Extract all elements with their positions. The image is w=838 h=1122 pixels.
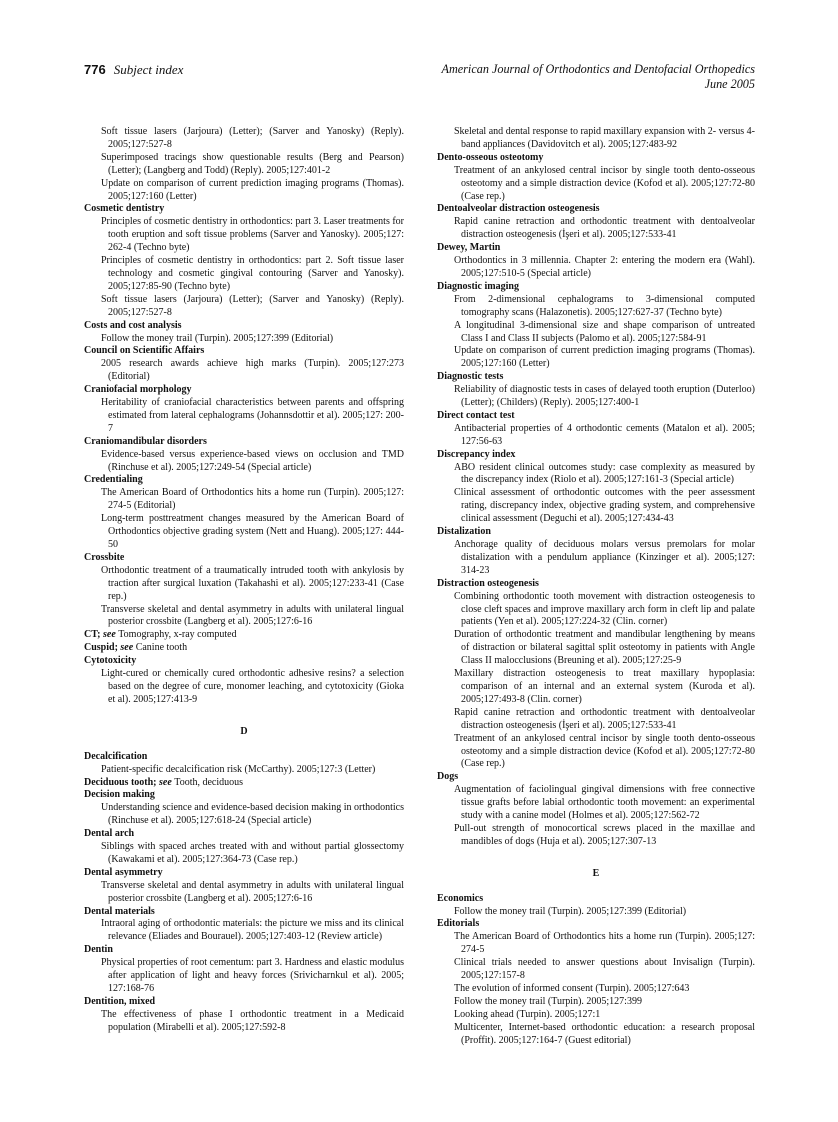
index-heading: Cosmetic dentistry	[84, 203, 165, 215]
index-entry: Multicenter, Internet-based orthodontic education: a research proposal (Proffit). 2005;127:164-7 (Guest editorial)	[454, 1021, 755, 1046]
index-entry: The effectiveness of phase I orthodontic treatment in a Medicaid population (Mirabelli et al). 2005;127:592-8	[101, 1008, 404, 1033]
issue-date: June 2005	[704, 77, 755, 91]
index-heading: Crossbite	[84, 551, 125, 563]
index-entry: A longitudinal 3-dimensional size and shape comparison of untreated Class I and Class II subjects (Palomo et al). 2005;127:584-91	[454, 319, 755, 344]
index-heading: Dogs	[437, 771, 459, 783]
see-word: see	[102, 629, 116, 641]
index-entry: Looking ahead (Turpin). 2005;127:1	[454, 1008, 601, 1020]
index-entry: Pull-out strength of monocortical screws placed in the maxillae and mandibles of dogs (Huja et al). 2005;127:307-13	[454, 822, 755, 847]
index-entry: Principles of cosmetic dentistry in orthodontics: part 2. Soft tissue laser technology and cosmetic gingival contouring (Sarver and Yanosky). 2005;127:85-90 (Techno byte)	[101, 255, 404, 292]
index-entry: Follow the money trail (Turpin). 2005;127:399	[454, 995, 642, 1007]
index-entry: Intraoral aging of orthodontic materials: the picture we miss and its clinical relevance (Eliades and Bourauel). 2005;127:403-12 (Review article)	[101, 918, 404, 943]
index-entry: Orthodontics in 3 millennia. Chapter 2: entering the modern era (Wahl). 2005;127:510-5 (Special article)	[454, 255, 755, 279]
index-entry: Duration of orthodontic treatment and mandibular lengthening by means of distraction or bilateral sagittal split osteotomy in patients with Angle Class II malocclusions (Breuning et al). 2005;127:25-9	[454, 629, 755, 667]
index-column-right	[437, 126, 755, 1048]
index-entry: Transverse skeletal and dental asymmetry in adults with unilateral lingual posterior crossbite (Langberg et al). 2005;127:6-16	[101, 879, 404, 904]
index-entry: Update on comparison of current prediction imaging programs (Thomas). 2005;127:160 (Letter)	[101, 177, 404, 202]
running-header-right	[442, 62, 755, 92]
see-word: see	[159, 776, 172, 788]
index-entry: Light-cured or chemically cured orthodontic adhesive resins? a selection based on the degree of cure, monomer leaching, and cytotoxicity (Gioka et al). 2005;127:413-9	[101, 668, 404, 705]
index-heading: Council on Scientific Affairs	[84, 345, 205, 357]
see-term: Cuspid;	[84, 642, 118, 654]
index-entry: Treatment of an ankylosed central incisor by single tooth dento-osseous osteotomy and a simple distraction device (Kofod et al). 2005;127:72-80 (Case rep.)	[454, 164, 755, 202]
index-heading: Decalcification	[84, 750, 148, 762]
index-heading: Distraction osteogenesis	[437, 577, 539, 589]
see-target: Canine tooth	[135, 642, 188, 654]
index-entry: Follow the money trail (Turpin). 2005;127:399 (Editorial)	[454, 905, 687, 917]
index-heading: Craniomandibular disorders	[84, 435, 207, 447]
index-entry: ABO resident clinical outcomes study: case complexity as measured by the discrepancy index (Riolo et al). 2005;127:161-3 (Special article)	[454, 461, 755, 486]
index-entry: Rapid canine retraction and orthodontic treatment with dentoalveolar distraction osteogenesis (İşeri et al). 2005;127:533-41	[454, 216, 755, 241]
index-entry: Superimposed tracings show questionable results (Berg and Pearson) (Letter); (Langberg and Todd) (Reply). 2005;127:401-2	[101, 151, 404, 176]
index-column-left	[84, 126, 404, 1035]
index-entry: Combining orthodontic tooth movement with distraction osteogenesis to close cleft spaces and improve maxillary arch form in cleft lip and palate patients (Yen et al). 2005;127:224-32 (Clin. corner)	[454, 590, 755, 628]
index-entry: Reliability of diagnostic tests in cases of delayed tooth eruption (Duterloo) (Letter); (Childers) (Reply). 2005;127:400-1	[454, 384, 755, 409]
index-cross-reference	[84, 642, 404, 655]
index-heading: Dewey, Martin	[437, 242, 501, 254]
index-heading: Costs and cost analysis	[84, 319, 182, 331]
index-heading: Dento-osseous osteotomy	[437, 151, 544, 163]
index-heading: Distalization	[437, 526, 491, 538]
index-heading: Dental asymmetry	[84, 866, 163, 878]
index-entry: Treatment of an ankylosed central incisor by single tooth dento-osseous osteotomy and a simple distraction device (Kofod et al). 2005;127:72-80 (Case rep.)	[454, 732, 755, 770]
index-entry: Anchorage quality of deciduous molars versus premolars for molar distalization with a pendulum appliance (Kinzinger et al). 2005;127: 314-23	[454, 539, 755, 576]
index-heading: Diagnostic imaging	[437, 280, 519, 292]
index-entry: The evolution of informed consent (Turpin). 2005;127:643	[454, 983, 690, 994]
index-heading: Craniofacial morphology	[84, 384, 192, 396]
index-entry: The American Board of Orthodontics hits a home run (Turpin). 2005;127: 274-5 (Editorial)	[101, 487, 404, 512]
index-heading: Cytotoxicity	[84, 655, 137, 667]
index-cross-reference	[84, 629, 404, 642]
index-entry: Soft tissue lasers (Jarjoura) (Letter); (Sarver and Yanosky) (Reply). 2005;127:527-8	[101, 293, 404, 318]
index-heading: Discrepancy index	[437, 448, 516, 460]
see-word: see	[120, 642, 134, 654]
index-entry: Maxillary distraction osteogenesis to treat maxillary hypoplasia: comparison of an internal and an external system (Kuroda et al). 2005;127:493-8 (Clin. corner)	[454, 668, 755, 705]
index-heading: Dentition, mixed	[84, 995, 156, 1007]
index-entry: Evidence-based versus experience-based views on occlusion and TMD (Rinchuse et al). 2005;127:249-54 (Special article)	[101, 448, 404, 473]
running-header-left	[84, 62, 183, 78]
index-heading: Editorials	[437, 918, 480, 930]
index-entry: 2005 research awards achieve high marks (Turpin). 2005;127:273 (Editorial)	[101, 358, 404, 383]
index-heading: Dentoalveolar distraction osteogenesis	[437, 203, 600, 215]
see-term: CT;	[84, 629, 101, 641]
index-entry: Antibacterial properties of 4 orthodontic cements (Matalon et al). 2005; 127:56-63	[454, 422, 755, 447]
index-entry: Orthodontic treatment of a traumatically intruded tooth with ankylosis by traction after surgical luxation (Takahashi et al). 2005;127:233-41 (Case rep.)	[101, 564, 404, 602]
index-heading: Direct contact test	[437, 409, 515, 421]
index-entry: Update on comparison of current prediction imaging programs (Thomas). 2005;127:160 (Letter)	[454, 345, 755, 370]
index-entry: Skeletal and dental response to rapid maxillary expansion with 2- versus 4-band appliances (Davidovitch et al). 2005;127:483-92	[454, 126, 755, 150]
index-entry: The American Board of Orthodontics hits a home run (Turpin). 2005;127: 274-5	[454, 931, 755, 956]
index-entry: Follow the money trail (Turpin). 2005;127:399 (Editorial)	[101, 332, 334, 344]
index-entry: Principles of cosmetic dentistry in orthodontics: part 3. Laser treatments for tooth eruption and soft tissue problems (Sarver and Yanosky). 2005;127: 262-4 (Techno byte)	[101, 216, 404, 254]
index-heading: Economics	[437, 892, 484, 904]
see-target: Tomography, x-ray computed	[118, 629, 237, 641]
index-entry: Physical properties of root cementum: part 3. Hardness and elastic modulus after application of light and heavy forces (Srivicharnkul et al). 2005; 127:168-76	[101, 957, 404, 994]
index-cross-reference	[84, 777, 404, 790]
index-entry: Long-term posttreatment changes measured by the American Board of Orthodontics objective grading system (Nett and Huang). 2005;127: 444-50	[101, 513, 404, 550]
index-entry: Soft tissue lasers (Jarjoura) (Letter); (Sarver and Yanosky) (Reply). 2005;127:527-8	[101, 126, 404, 150]
see-target: Tooth, deciduous	[174, 776, 244, 788]
index-entry: Augmentation of faciolingual gingival dimensions with free connective tissue grafts before labial orthodontic tooth movement: an experimental study with a canine model (Holmes et al). 2005;127:562-72	[454, 784, 755, 822]
journal-title: American Journal of Orthodontics and Dentofacial Orthopedics	[441, 62, 755, 76]
index-heading: Diagnostic tests	[437, 371, 504, 383]
section-letter: D	[240, 725, 248, 737]
index-entry: Clinical assessment of orthodontic outcomes with the peer assessment rating, discrepancy index, objective grading system, and comprehensive clinical assessment (Deguchi et al). 2005;127:434-43	[454, 487, 755, 525]
see-term: Deciduous tooth;	[84, 776, 157, 788]
index-entry: Transverse skeletal and dental asymmetry in adults with unilateral lingual posterior crossbite (Langberg et al). 2005;127:6-16	[101, 603, 404, 628]
page-number: 776	[84, 62, 106, 77]
index-entry: Clinical trials needed to answer questions about Invisalign (Turpin). 2005;127:157-8	[454, 957, 755, 982]
index-entry: Siblings with spaced arches treated with and without partial glossectomy (Kawakami et al). 2005;127:364-73 (Case rep.)	[101, 841, 404, 865]
section-letter: E	[592, 867, 600, 879]
index-heading: Credentialing	[84, 474, 143, 486]
index-entry: Heritability of craniofacial characteristics between parents and offspring estimated from lateral cephalograms (Johannsdottir et al). 2005;127: 200-7	[101, 397, 404, 434]
index-entry: Patient-specific decalcification risk (McCarthy). 2005;127:3 (Letter)	[101, 763, 376, 775]
index-heading: Dentin	[84, 944, 113, 956]
index-heading: Decision making	[84, 789, 155, 801]
section-title: Subject index	[113, 62, 184, 77]
index-entry: Rapid canine retraction and orthodontic treatment with dentoalveolar distraction osteogenesis (İşeri et al). 2005;127:533-41	[454, 706, 755, 731]
index-heading: Dental arch	[84, 828, 135, 840]
index-entry: From 2-dimensional cephalograms to 3-dimensional computed tomography scans (Halazonetis). 2005;127:627-37 (Techno byte)	[454, 293, 755, 318]
index-heading: Dental materials	[84, 905, 155, 917]
index-entry: Understanding science and evidence-based decision making in orthodontics (Rinchuse et al). 2005;127:618-24 (Special article)	[101, 802, 404, 827]
